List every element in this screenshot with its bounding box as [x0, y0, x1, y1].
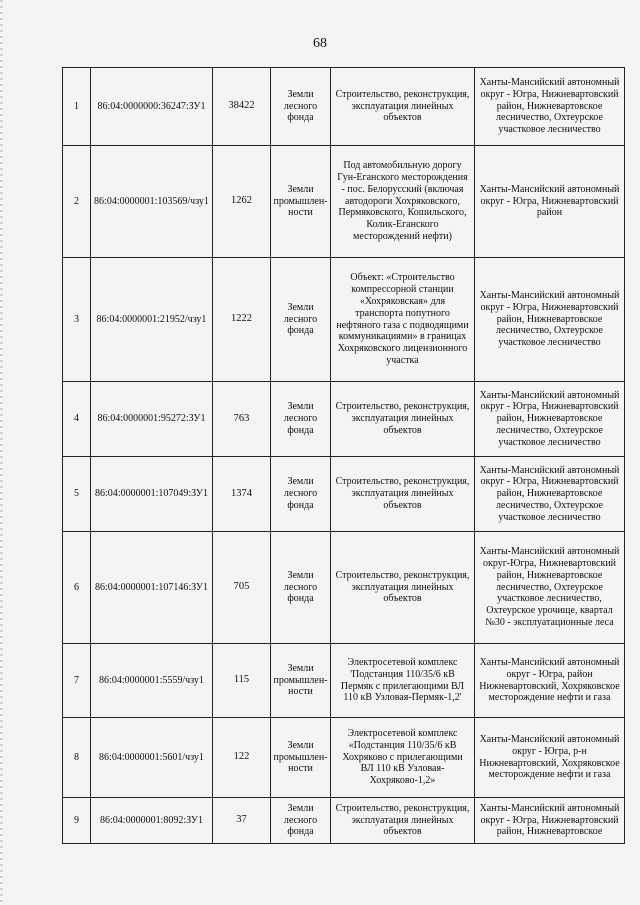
plot-area: 122	[213, 718, 271, 798]
cadastral-number: 86:04:0000001:21952/чзу1	[91, 258, 213, 382]
land-category: Земли промышлен-ности	[271, 146, 331, 258]
plot-location: Ханты-Мансийский автономный округ - Югра, Нижневартовский район, Нижневартовское лесничество, Охтеурское участковое лесничество	[475, 258, 625, 382]
land-category: Земли лесного фонда	[271, 798, 331, 844]
table-row	[63, 798, 625, 844]
cadastral-number: 86:04:0000001:107146:ЗУ1	[91, 532, 213, 644]
page-number: 68	[313, 36, 327, 51]
row-number: 4	[63, 382, 91, 457]
row-number: 1	[63, 68, 91, 146]
table-row	[63, 718, 625, 798]
cadastral-number: 86:04:0000001:95272:ЗУ1	[91, 382, 213, 457]
table-row	[63, 644, 625, 718]
plot-area: 1262	[213, 146, 271, 258]
row-number: 5	[63, 457, 91, 532]
cadastral-number: 86:04:0000001:103569/чзу1	[91, 146, 213, 258]
plot-location: Ханты-Мансийский автономный округ - Югра, р-н Нижневартовский, Хохряковское месторождение нефти и газа	[475, 718, 625, 798]
land-category: Земли лесного фонда	[271, 457, 331, 532]
land-category: Земли лесного фонда	[271, 68, 331, 146]
permitted-use: Электросетевой комплекс 'Подстанция 110/35/6 кВ Пермяк с прилегающими ВЛ 110 кВ Узловая-Пермяк-1,2'	[331, 644, 475, 718]
plot-location: Ханты-Мансийский автономный округ - Югра, Нижневартовский район, Нижневартовское лесничество, Охтеурское участковое лесничество	[475, 457, 625, 532]
plot-location: Ханты-Мансийский автономный округ - Югра, Нижневартовский район	[475, 146, 625, 258]
table-row	[63, 68, 625, 146]
plot-area: 1374	[213, 457, 271, 532]
table-row	[63, 457, 625, 532]
permitted-use: Строительство, реконструкция, эксплуатация линейных объектов	[331, 457, 475, 532]
plot-location: Ханты-Мансийский автономный округ - Югра, Нижневартовский район, Нижневартовское лесничество, Охтеурское участковое лесничество	[475, 68, 625, 146]
table-row	[63, 258, 625, 382]
scan-edge	[0, 0, 3, 905]
plot-area: 37	[213, 798, 271, 844]
plot-area: 115	[213, 644, 271, 718]
land-plots-table	[62, 67, 625, 844]
plot-location: Ханты-Мансийский автономный округ - Югра, район Нижневартовский, Хохряковское месторождение нефти и газа	[475, 644, 625, 718]
row-number: 7	[63, 644, 91, 718]
row-number: 6	[63, 532, 91, 644]
land-category: Земли промышлен-ности	[271, 718, 331, 798]
plot-area: 1222	[213, 258, 271, 382]
cadastral-number: 86:04:0000001:107049:ЗУ1	[91, 457, 213, 532]
cadastral-number: 86:04:0000001:5559/чзу1	[91, 644, 213, 718]
cadastral-number: 86:04:0000001:5601/чзу1	[91, 718, 213, 798]
row-number: 2	[63, 146, 91, 258]
permitted-use: Объект: «Строительство компрессорной станции «Хохряковская» для транспорта попутного нефтяного газа с подводящими коммуникациями» в границах Хохряковского лицензионного участка	[331, 258, 475, 382]
cadastral-number: 86:04:0000000:36247:ЗУ1	[91, 68, 213, 146]
land-category: Земли промышлен-ности	[271, 644, 331, 718]
plot-area: 38422	[213, 68, 271, 146]
permitted-use: Строительство, реконструкция, эксплуатация линейных объектов	[331, 68, 475, 146]
table-row	[63, 382, 625, 457]
permitted-use: Строительство, реконструкция, эксплуатация линейных объектов	[331, 382, 475, 457]
land-category: Земли лесного фонда	[271, 258, 331, 382]
plot-location: Ханты-Мансийский автономный округ-Югра, Нижневартовский район, Нижневартовское лесничество, Охтеурское участковое лесничество, Охтеурское урочище, квартал №30 - эксплуатационные леса	[475, 532, 625, 644]
permitted-use: Строительство, реконструкция, эксплуатация линейных объектов	[331, 532, 475, 644]
row-number: 3	[63, 258, 91, 382]
plot-location: Ханты-Мансийский автономный округ - Югра, Нижневартовский район, Нижневартовское лесничество, Охтеурское участковое лесничество	[475, 382, 625, 457]
table-row	[63, 146, 625, 258]
permitted-use: Электросетевой комплекс «Подстанция 110/35/6 кВ Хохряково с прилегающими ВЛ 110 кВ Узловая-Хохряково-1,2»	[331, 718, 475, 798]
plot-location: Ханты-Мансийский автономный округ - Югра, Нижневартовский район, Нижневартовское	[475, 798, 625, 844]
permitted-use: Под автомобильную дорогу Гун-Еганского месторождения - пос. Белорусский (включая автодороги Хохряковского, Пермяковского, Кошильского, Колик-Еганского месторождений нефти)	[331, 146, 475, 258]
cadastral-number: 86:04:0000001:8092:ЗУ1	[91, 798, 213, 844]
plot-area: 763	[213, 382, 271, 457]
land-category: Земли лесного фонда	[271, 532, 331, 644]
row-number: 8	[63, 718, 91, 798]
row-number: 9	[63, 798, 91, 844]
plot-area: 705	[213, 532, 271, 644]
land-category: Земли лесного фонда	[271, 382, 331, 457]
permitted-use: Строительство, реконструкция, эксплуатация линейных объектов	[331, 798, 475, 844]
table-row	[63, 532, 625, 644]
